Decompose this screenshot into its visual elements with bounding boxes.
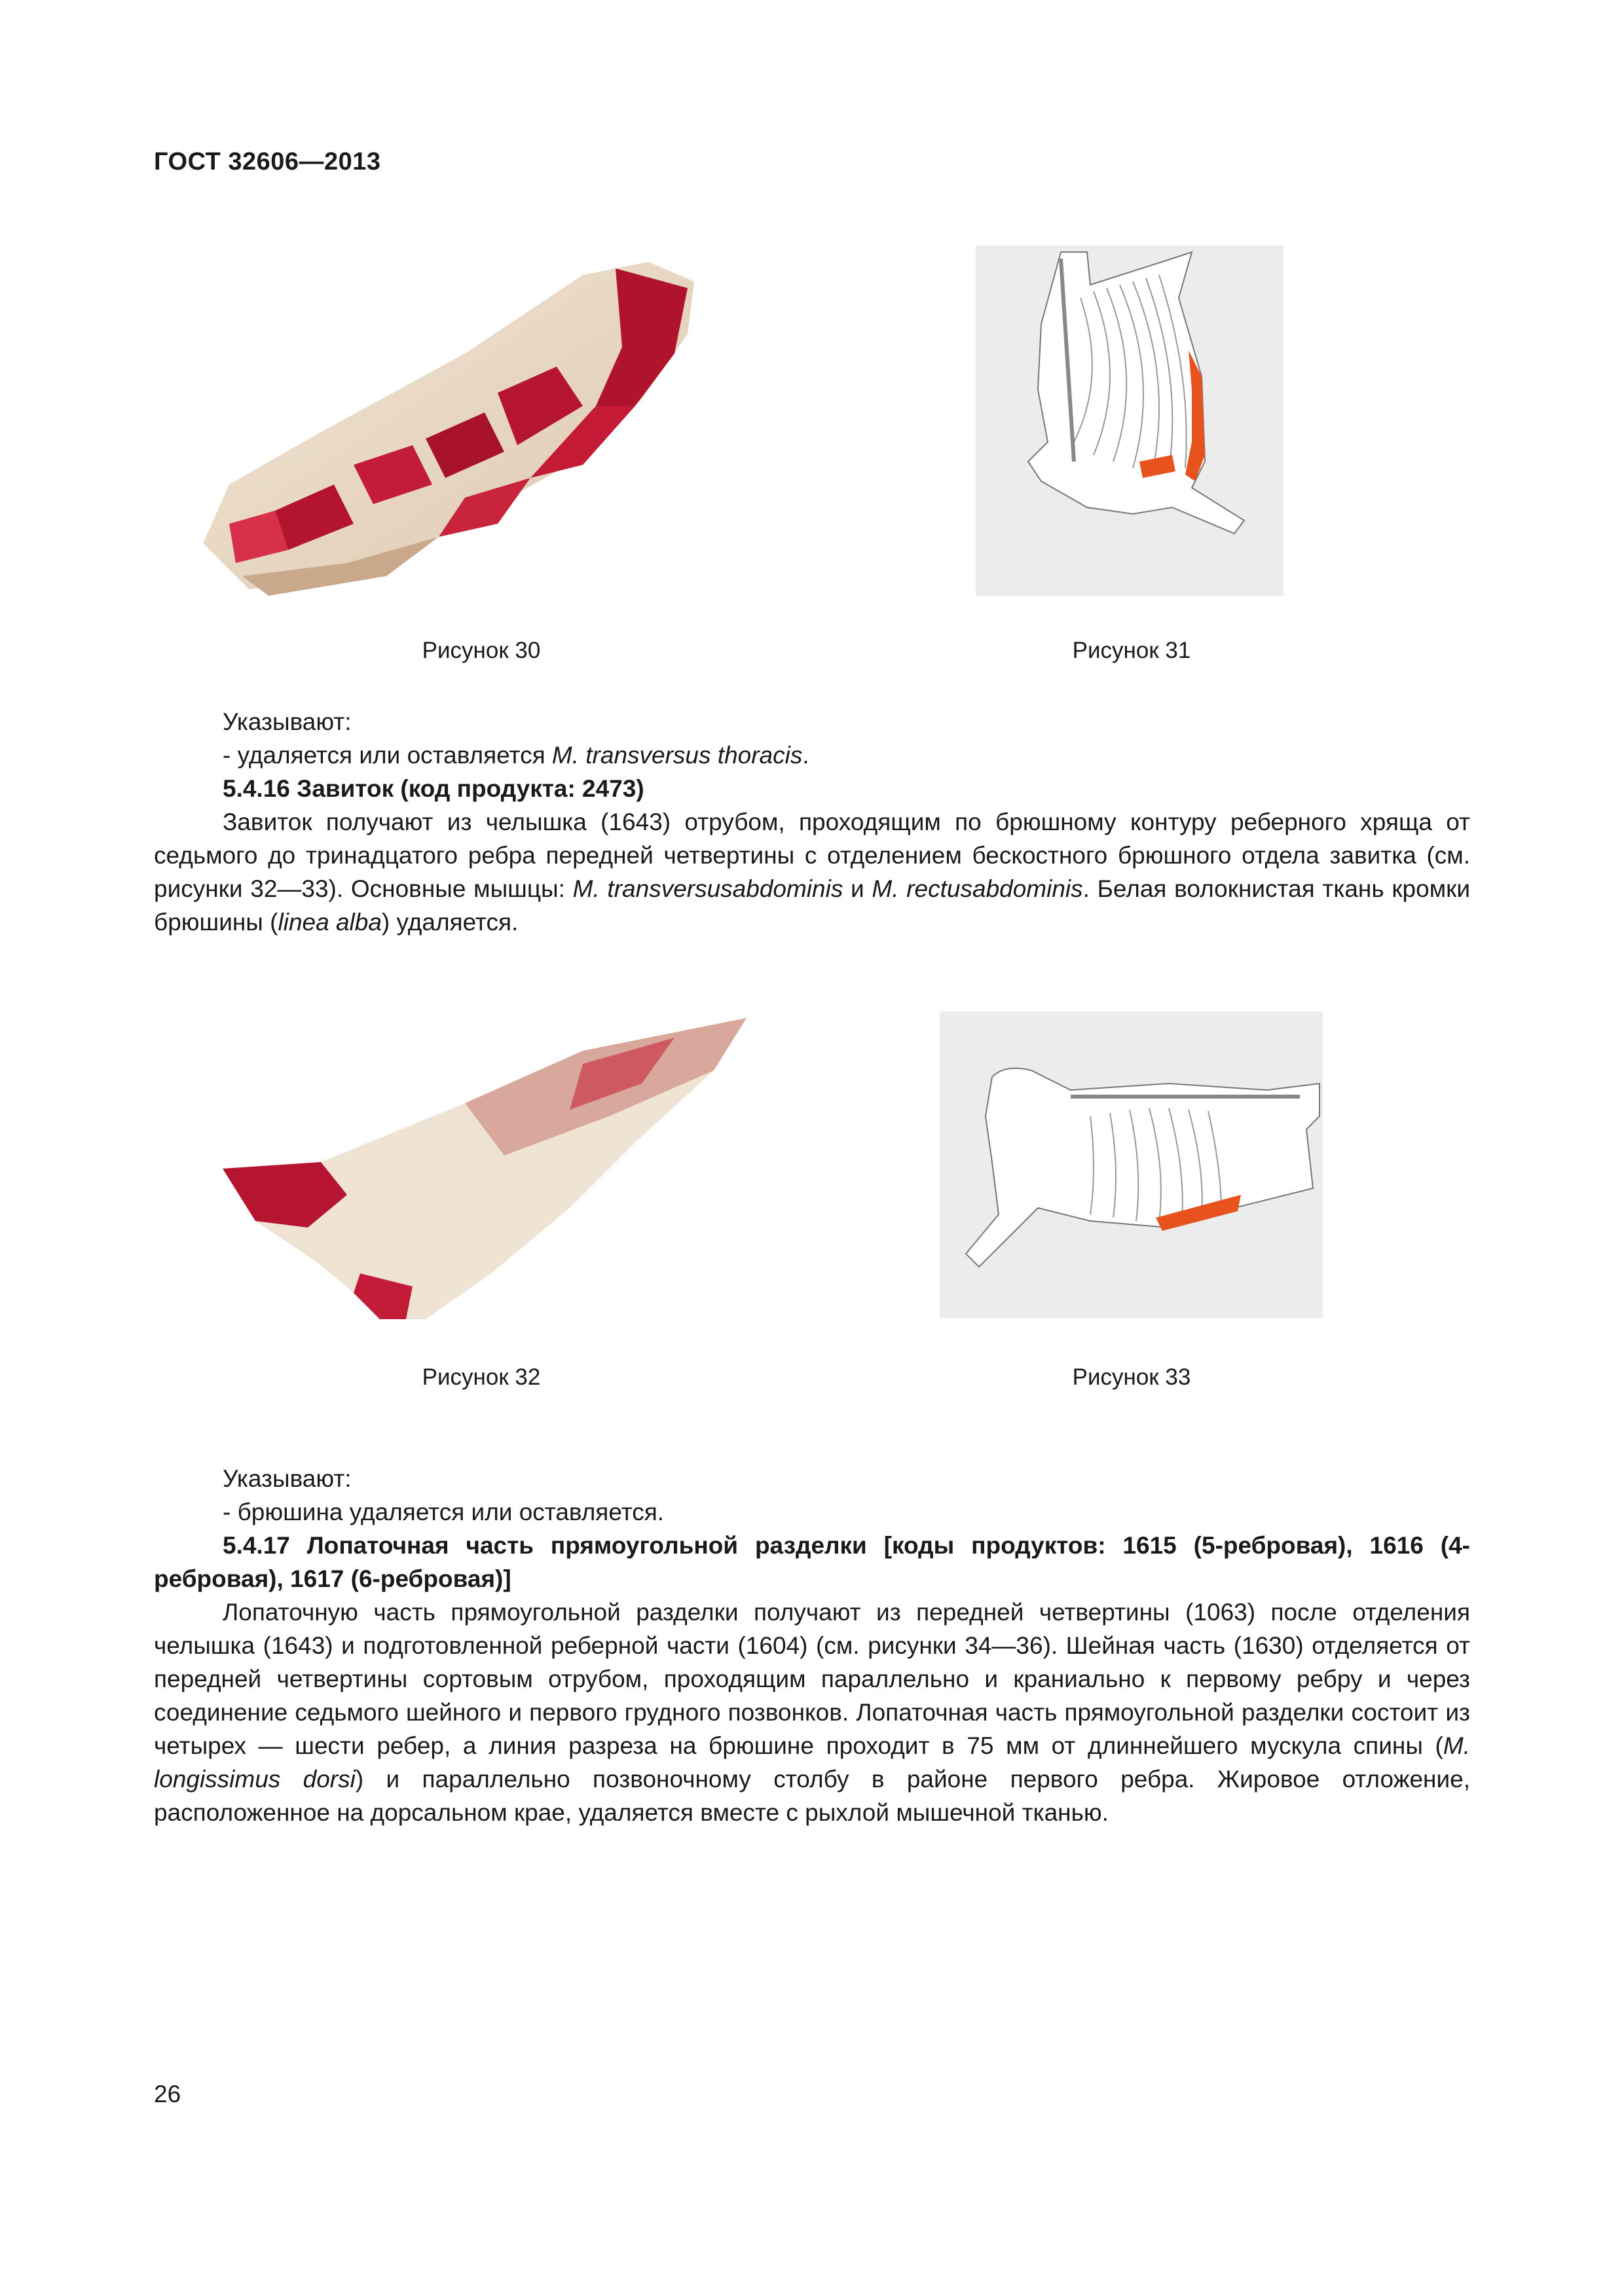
meat-cut-illustration (216, 1011, 760, 1332)
indicate-item: - удаляется или оставляется M. transversus thoracis. (223, 742, 809, 769)
page-number: 26 (154, 2081, 181, 2107)
figure-30-caption: Рисунок 30 (422, 638, 541, 663)
carcass-skeleton-diagram (940, 1011, 1323, 1318)
figure-31-diagram (976, 246, 1283, 596)
indicate-item: - брюшина удаляется или оставляется. (223, 1499, 665, 1525)
section-5-4-16 (154, 705, 1470, 939)
section-paragraph: Лопаточную часть прямоугольной разделки получают из передней четвертины (1063) после отделения челышка (1643) и подготовленной реберной части (1604) (см. рисунки 34—36). Шейная часть (1630) отделяется от передней четвертины сортовым отрубом, проходящим параллельно и краниально к первому ребру и через соединение седьмого шейного и первого грудного позвонков. Лопаточная часть прямоугольной разделки состоит из четырех — шести ребер, а линия разреза на брюшине проходит в 75 мм от длиннейшего мускула спины (M. longissimus dorsi) и параллельно позвоночному столбу в районе первого ребра. Жировое отложение, расположенное на дорсальном крае, удаляется вместе с рыхлой мышечной тканью. (154, 1599, 1470, 1826)
document-header: ГОСТ 32606—2013 (154, 148, 381, 175)
indicate-label: Указывают: (223, 1465, 352, 1492)
figure-33-caption: Рисунок 33 (1072, 1364, 1191, 1390)
figure-30-image (190, 249, 779, 602)
section-paragraph: Завиток получают из челышка (1643) отрубом, проходящим по брюшному контуру реберного хряща от седьмого до тринадцатого ребра передней четвертины с отделением бескостного брюшного отдела завитка (см. рисунки 32—33). Основные мышцы: M. transversusabdominis и M. rectusabdominis. Белая волокнистая ткань кромки брюшины (linea alba) удаляется. (154, 809, 1470, 936)
figure-31-caption: Рисунок 31 (1072, 638, 1191, 663)
meat-cut-illustration (190, 249, 779, 602)
figure-33-diagram (940, 1011, 1323, 1318)
indicate-label: Указывают: (223, 708, 352, 735)
figure-32-caption: Рисунок 32 (422, 1364, 541, 1390)
figure-32-image (216, 1011, 760, 1332)
section-heading: 5.4.16 Завиток (код продукта: 2473) (223, 775, 644, 802)
section-heading: 5.4.17 Лопаточная часть прямоугольной разделки [коды продуктов: 1615 (5-ребровая), 1616 (4-ребровая), 1617 (6-ребровая)] (154, 1532, 1470, 1592)
carcass-skeleton-diagram (976, 246, 1283, 596)
section-5-4-17 (154, 1462, 1470, 1829)
